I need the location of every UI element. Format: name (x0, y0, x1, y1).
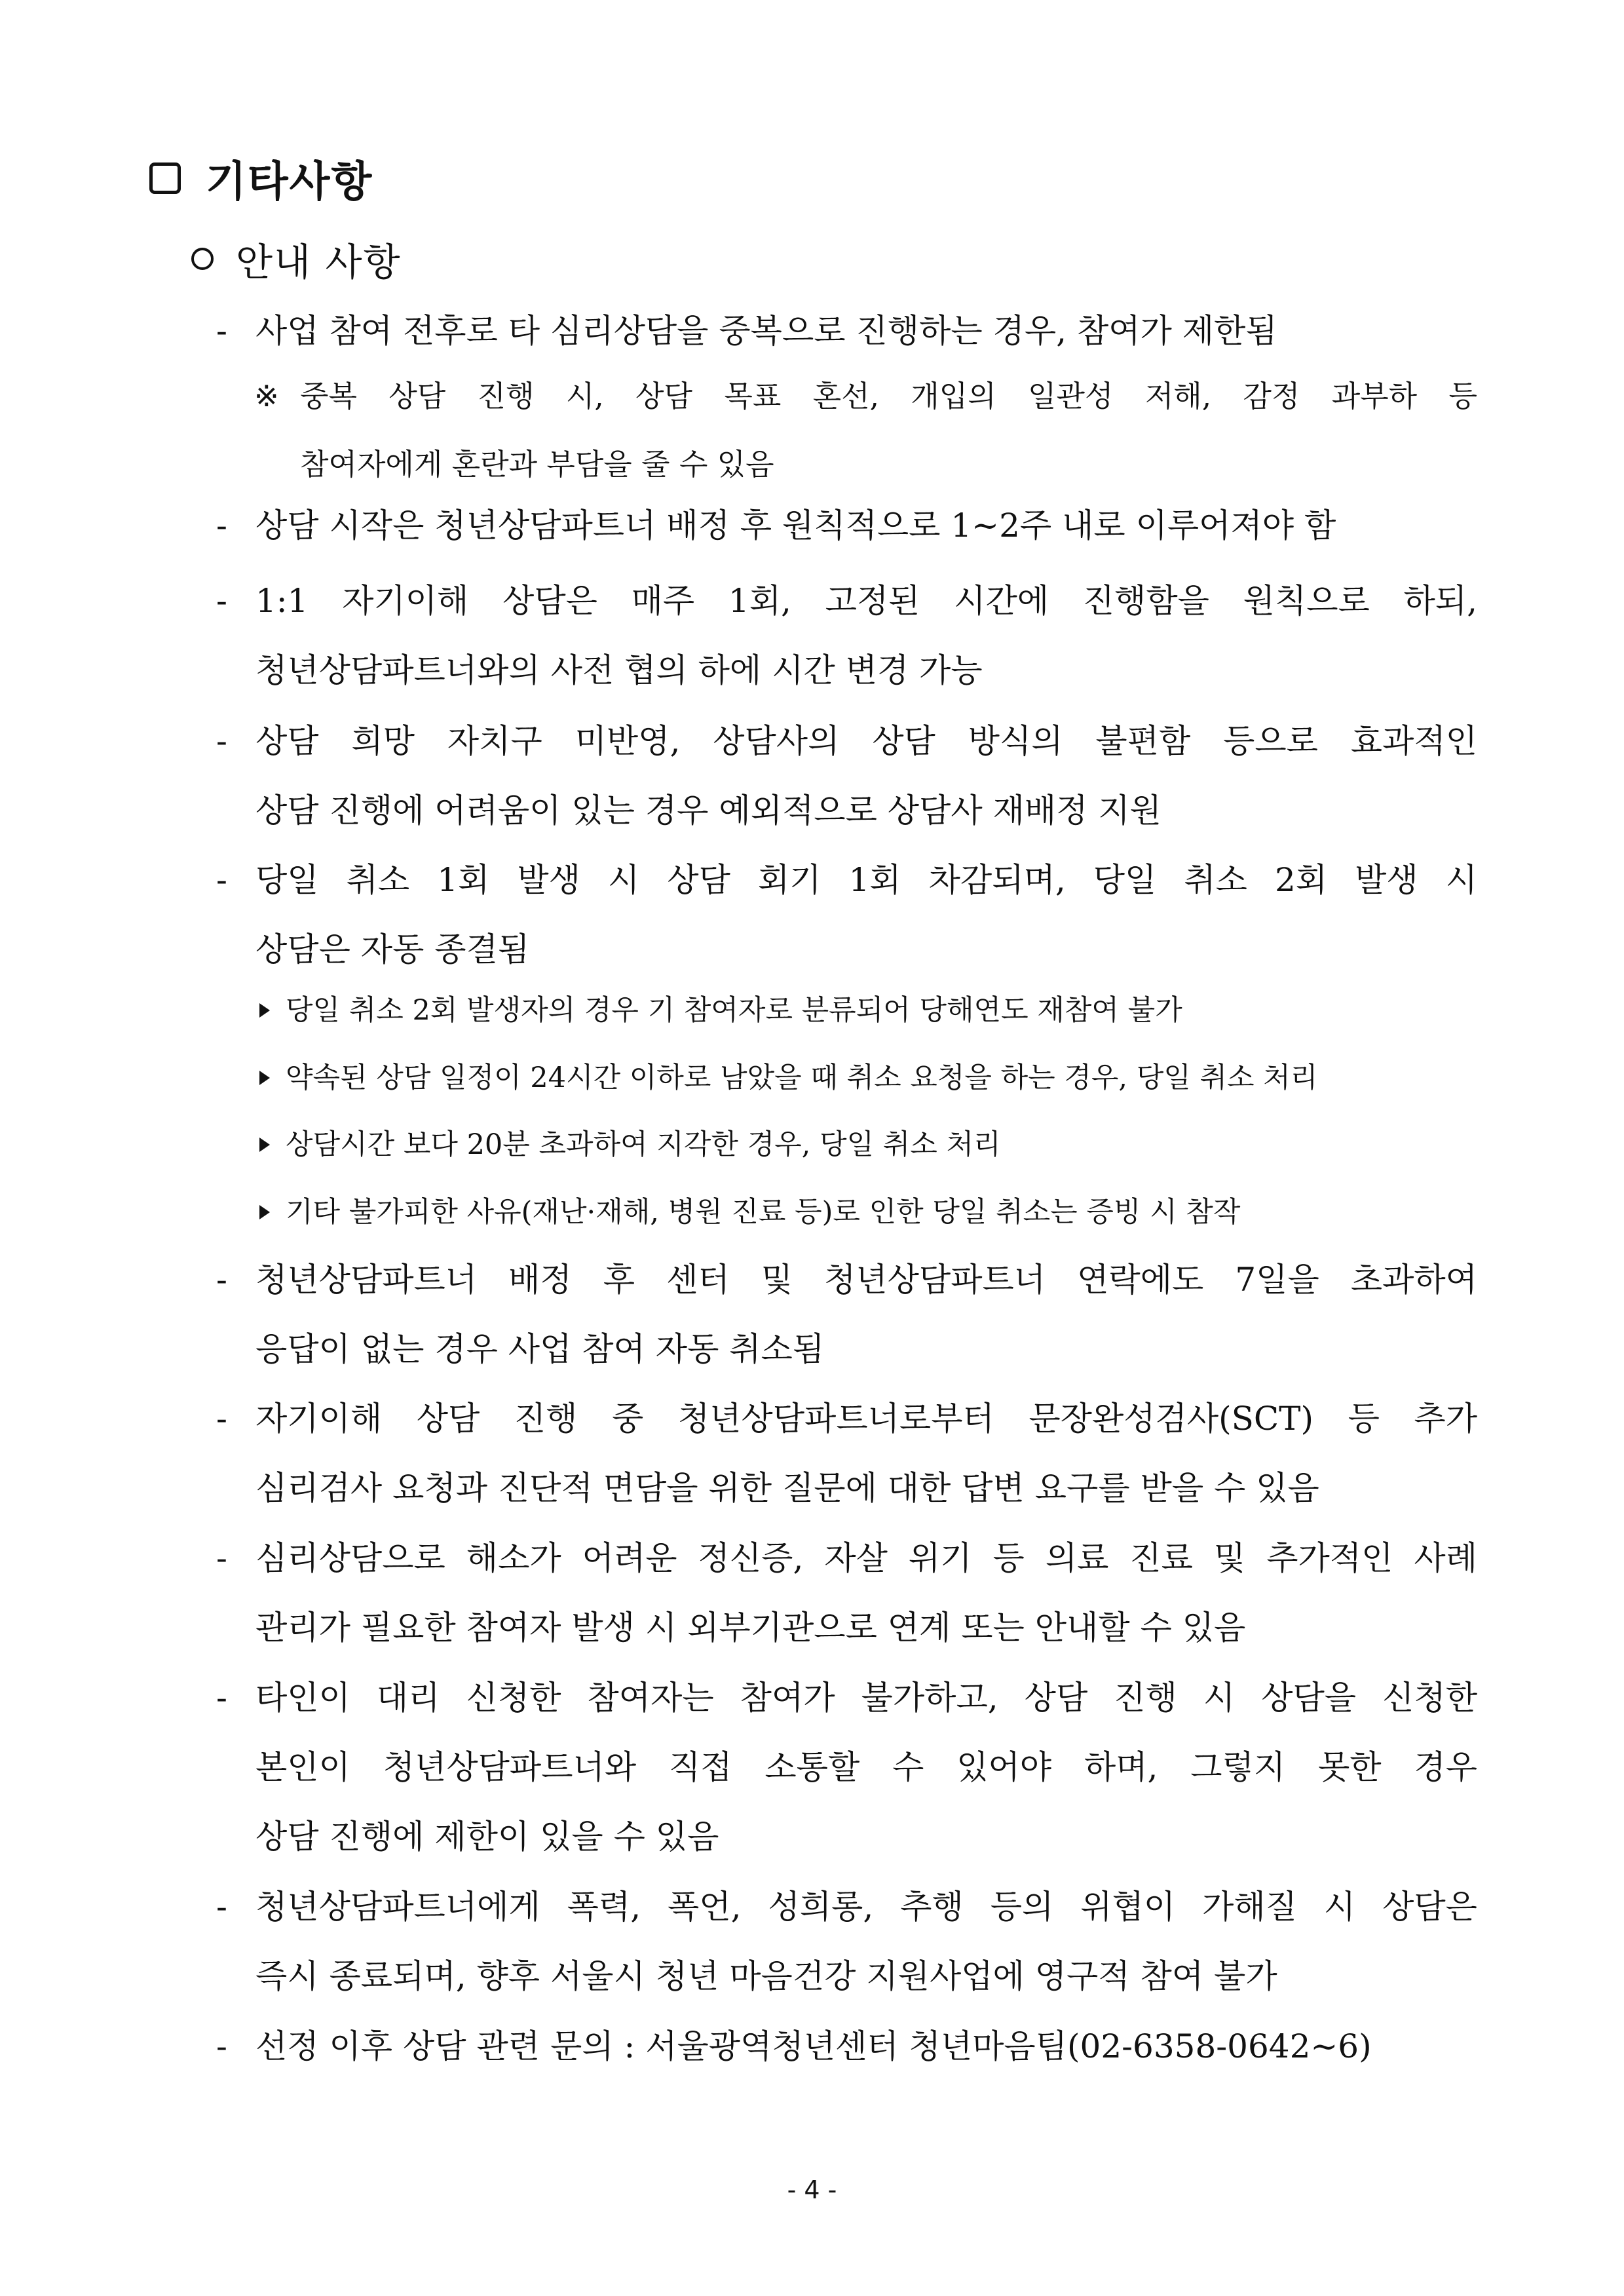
notice-line: 상담은 자동 종결됨 (255, 930, 530, 968)
dash-marker: - (216, 507, 227, 545)
notice-line: 선정 이후 상담 관련 문의 : 서울광역청년센터 청년마음팀(02-6358-0642~6) (255, 2027, 1372, 2065)
triangle-bullet-item (259, 1119, 1504, 1171)
dash-marker: - (216, 861, 227, 899)
bullet-text: 약속된 상담 일정이 24시간 이하로 남았을 때 취소 요청을 하는 경우, 당일 취소 처리 (286, 1062, 1318, 1094)
bullet-text: 상담시간 보다 20분 초과하여 지각한 경우, 당일 취소 처리 (286, 1128, 1001, 1161)
notice-line: 1:1 자기이해 상담은 매주 1회, 고정된 시간에 진행함을 원칙으로 하되, (255, 582, 1477, 620)
circle-icon (191, 248, 214, 270)
triangle-bullet-item (259, 1052, 1504, 1104)
triangle-bullet-icon (259, 1205, 270, 1219)
notice-line: 타인이 대리 신청한 참여자는 참여가 불가하고, 상담 진행 시 상담을 신청한 (255, 1679, 1477, 1717)
note-line: 중복 상담 진행 시, 상담 목표 혼선, 개입의 일관성 저해, 감정 과부하 등 (300, 379, 1477, 413)
section-heading (149, 145, 373, 211)
notice-line: 응답이 없는 경우 사업 참여 자동 취소됨 (255, 1330, 825, 1368)
notice-line: 상담 희망 자치구 미반영, 상담사의 상담 방식의 불편함 등으로 효과적인 (255, 722, 1477, 760)
dash-marker: - (216, 1539, 227, 1577)
dash-marker: - (216, 1888, 227, 1926)
note-line: 참여자에게 혼란과 부담을 줄 수 있음 (300, 447, 774, 482)
triangle-bullet-item (259, 984, 1504, 1037)
subsection-heading (191, 229, 402, 288)
notice-line: 사업 참여 전후로 타 심리상담을 중복으로 진행하는 경우, 참여가 제한됨 (255, 312, 1277, 350)
triangle-bullet-icon (259, 1071, 270, 1085)
notice-line: 본인이 청년상담파트너와 직접 소통할 수 있어야 하며, 그렇지 못한 경우 (255, 1748, 1477, 1786)
dash-marker: - (216, 2027, 227, 2065)
notice-item (216, 566, 1477, 705)
triangle-bullet-item (259, 1186, 1504, 1238)
notice-line: 심리상담으로 해소가 어려운 정신증, 자살 위기 등 의료 진료 및 추가적인 사례 (255, 1539, 1477, 1577)
triangle-bullet-icon (259, 1138, 270, 1152)
notice-line: 즉시 종료되며, 향후 서울시 청년 마음건강 지원사업에 영구적 참여 불가 (255, 1957, 1277, 1995)
bullet-text: 당일 취소 2회 발생자의 경우 기 참여자로 분류되어 당해연도 재참여 불가 (286, 994, 1182, 1027)
notice-item (216, 491, 1477, 560)
checkbox-icon (149, 163, 181, 194)
notice-line: 청년상담파트너와의 사전 협의 하에 시간 변경 가능 (255, 651, 983, 689)
page-number: - 4 - (787, 2175, 837, 2204)
notice-item (216, 296, 1477, 366)
dash-marker: - (216, 312, 227, 350)
notice-item (216, 1245, 1477, 1384)
notice-item (216, 1523, 1477, 1662)
notice-item (216, 845, 1477, 984)
notice-line: 상담 시작은 청년상담파트너 배정 후 원칙적으로 1~2주 내로 이루어져야 함 (255, 507, 1336, 545)
dash-marker: - (216, 1679, 227, 1717)
notice-item (216, 1384, 1477, 1523)
notice-line: 심리검사 요청과 진단적 면담을 위한 질문에 대한 답변 요구를 받을 수 있음 (255, 1469, 1319, 1507)
notice-line: 상담 진행에 제한이 있을 수 있음 (255, 1818, 719, 1856)
notice-item (216, 1663, 1477, 1871)
notice-line: 청년상담파트너에게 폭력, 폭언, 성희롱, 추행 등의 위협이 가해질 시 상담은 (255, 1888, 1477, 1926)
dash-marker: - (216, 1261, 227, 1299)
notice-line: 자기이해 상담 진행 중 청년상담파트너로부터 문장완성검사(SCT) 등 추가 (255, 1400, 1477, 1438)
section-title: 기타사항 (206, 158, 373, 206)
notice-line: 청년상담파트너 배정 후 센터 및 청년상담파트너 연락에도 7일을 초과하여 (255, 1261, 1477, 1299)
notice-line: 상담 진행에 어려움이 있는 경우 예외적으로 상담사 재배정 지원 (255, 792, 1161, 830)
notice-line: 관리가 필요한 참여자 발생 시 외부기관으로 연계 또는 안내할 수 있음 (255, 1609, 1246, 1647)
notice-item (216, 2012, 1477, 2081)
reference-note (254, 362, 1477, 499)
bullet-text: 기타 불가피한 사유(재난·재해, 병원 진료 등)로 인한 당일 취소는 증빙 시 참작 (286, 1196, 1241, 1229)
notice-item (216, 706, 1477, 845)
dash-marker: - (216, 582, 227, 620)
notice-item (216, 1872, 1477, 2011)
dash-marker: - (216, 1400, 227, 1438)
notice-line: 당일 취소 1회 발생 시 상담 회기 1회 차감되며, 당일 취소 2회 발생 시 (255, 861, 1477, 899)
reference-mark: ※ (254, 379, 279, 413)
triangle-bullet-icon (259, 1003, 270, 1018)
subsection-title: 안내 사항 (236, 240, 402, 284)
dash-marker: - (216, 722, 227, 760)
